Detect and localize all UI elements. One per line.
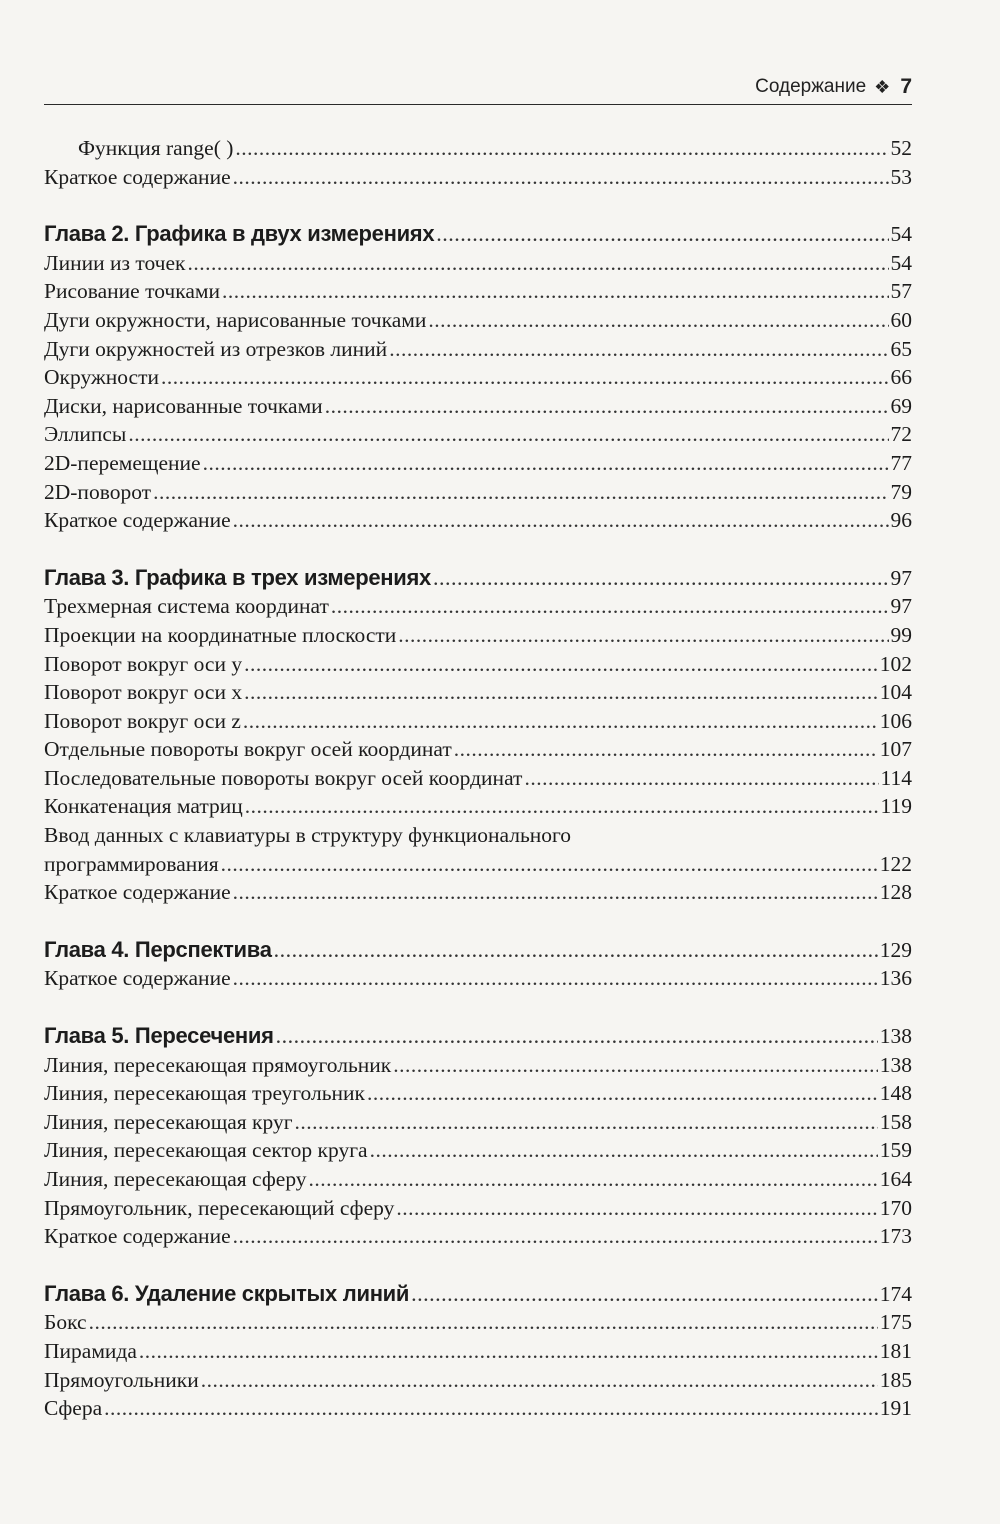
dot-leader xyxy=(221,850,878,879)
toc-entry xyxy=(44,249,912,278)
toc-page-number: 136 xyxy=(879,966,912,991)
dot-leader xyxy=(276,1022,878,1051)
toc-chapter-heading xyxy=(44,1022,912,1051)
toc-page-number: 52 xyxy=(890,136,912,160)
toc-entry-title: Пирамида xyxy=(44,1338,137,1363)
dot-leader xyxy=(233,506,889,535)
toc-page-number: 138 xyxy=(879,1052,912,1077)
dot-leader xyxy=(389,335,888,364)
toc-page-number: 174 xyxy=(879,1281,912,1306)
chapter-title: Глава 3. Графика в трех измерениях xyxy=(44,564,431,590)
toc-entry-title: Рисование точками xyxy=(44,279,220,304)
toc-entry xyxy=(44,707,912,736)
chapter-gap xyxy=(44,535,912,564)
toc-entry xyxy=(44,878,912,907)
toc-page-number: 53 xyxy=(890,164,912,189)
toc-page-number: 54 xyxy=(890,250,912,275)
toc-entry-title: Ввод данных с клавиатуры в структуру функционального xyxy=(44,823,572,848)
toc-entry xyxy=(44,735,912,764)
toc-entry xyxy=(44,621,912,650)
toc-page-number: 97 xyxy=(890,565,912,590)
dot-leader xyxy=(393,1051,878,1080)
toc-entry-title: Дуги окружностей из отрезков линий xyxy=(44,336,388,361)
toc-entry xyxy=(44,678,912,707)
dot-leader xyxy=(245,792,879,821)
toc-page-number: 128 xyxy=(879,880,912,905)
toc-page-number: 170 xyxy=(879,1195,912,1220)
toc-page-number: 107 xyxy=(879,737,912,762)
toc-entry xyxy=(44,650,912,679)
toc-entry-title: Проекции на координатные плоскости xyxy=(44,622,397,647)
toc-page-number: 79 xyxy=(890,479,912,504)
toc-page-number: 60 xyxy=(890,307,912,332)
toc-page-number: 102 xyxy=(879,651,912,676)
toc-entry xyxy=(44,1222,912,1251)
toc-page-number: 54 xyxy=(890,222,912,247)
toc-entry-title: Диски, нарисованные точками xyxy=(44,393,323,418)
toc-entry xyxy=(44,792,912,821)
toc-page-number: 69 xyxy=(890,393,912,418)
toc-entry xyxy=(44,335,912,364)
toc-page-number: 114 xyxy=(880,765,912,790)
toc-entry xyxy=(44,420,912,449)
ornament-icon: ❖ xyxy=(874,76,891,97)
header-section-title: Содержание xyxy=(755,76,867,97)
chapter-gap xyxy=(44,191,912,220)
toc-entry-title: 2D-поворот xyxy=(44,479,152,504)
toc-page-number: 129 xyxy=(879,937,912,962)
toc-page-number: 99 xyxy=(890,622,912,647)
toc-page-number: 181 xyxy=(879,1338,912,1363)
toc-entry xyxy=(44,506,912,535)
toc-entry xyxy=(44,592,912,621)
dot-leader xyxy=(436,220,888,249)
toc-entry-title: Краткое содержание xyxy=(44,164,231,189)
toc-entry-title: Поворот вокруг оси x xyxy=(44,680,243,705)
toc-page-number: 57 xyxy=(890,279,912,304)
toc-entry xyxy=(44,1136,912,1165)
dot-leader xyxy=(411,1280,878,1309)
toc-entry-title: 2D-перемещение xyxy=(44,450,201,475)
chapter-gap xyxy=(44,993,912,1022)
dot-leader xyxy=(396,1194,877,1223)
dot-leader xyxy=(244,678,878,707)
toc-entry-title: Краткое содержание xyxy=(44,880,231,905)
dot-leader xyxy=(325,392,889,421)
chapter-gap xyxy=(44,1251,912,1280)
dot-leader xyxy=(201,1366,878,1395)
toc-entry-title: Линия, пересекающая сектор круга xyxy=(44,1138,368,1163)
running-header xyxy=(44,70,912,105)
dot-leader xyxy=(428,306,888,335)
chapter-title: Глава 5. Пересечения xyxy=(44,1023,274,1049)
toc-entry xyxy=(44,1079,912,1108)
toc-page-number: 191 xyxy=(879,1396,912,1421)
dot-leader xyxy=(161,363,889,392)
toc-page-number: 185 xyxy=(879,1367,912,1392)
dot-leader xyxy=(104,1394,878,1423)
toc-page-number: 159 xyxy=(879,1138,912,1163)
toc-entry-title: Линия, пересекающая прямоугольник xyxy=(44,1052,392,1077)
chapter-title: Глава 6. Удаление скрытых линий xyxy=(44,1280,410,1306)
toc-page-number: 138 xyxy=(879,1024,912,1049)
toc-entry xyxy=(44,1165,912,1194)
toc-page-number: 148 xyxy=(879,1081,912,1106)
toc-page-number: 158 xyxy=(879,1109,912,1134)
toc-entry xyxy=(44,134,912,163)
dot-leader xyxy=(203,449,889,478)
dot-leader xyxy=(235,134,888,163)
toc-entry-title: Линия, пересекающая сферу xyxy=(44,1167,307,1191)
toc-chapter-heading xyxy=(44,1280,912,1309)
toc-entry xyxy=(44,392,912,421)
toc-entry-title: Линии из точек xyxy=(44,250,186,275)
dot-leader xyxy=(244,650,878,679)
dot-leader xyxy=(233,1222,878,1251)
toc-entry-title: Краткое содержание xyxy=(44,1224,231,1249)
toc-entry-title: Линия, пересекающая треугольник xyxy=(44,1081,365,1106)
toc-entry-title: Функция range( ) xyxy=(78,136,234,160)
toc-entry xyxy=(44,964,912,993)
toc-entry xyxy=(44,363,912,392)
toc-entry-title: Отдельные повороты вокруг осей координат xyxy=(44,737,452,762)
toc-entry-title: Окружности xyxy=(44,365,159,390)
toc-entry xyxy=(44,478,912,507)
dot-leader xyxy=(370,1136,878,1165)
dot-leader xyxy=(233,163,889,192)
toc-page-number: 119 xyxy=(880,794,912,819)
toc-entry xyxy=(44,163,912,192)
chapter-gap xyxy=(44,907,912,936)
toc-page-number: 97 xyxy=(890,594,912,619)
dot-leader xyxy=(524,764,878,793)
header-page-number: 7 xyxy=(900,75,912,98)
dot-leader xyxy=(187,249,888,278)
toc-entry-title: Краткое содержание xyxy=(44,966,231,991)
toc-page-number: 175 xyxy=(879,1310,912,1335)
toc-page-number: 72 xyxy=(890,422,912,447)
toc-entry-title: Прямоугольники xyxy=(44,1367,199,1392)
toc-entry xyxy=(44,764,912,793)
toc-entry-title: Бокс xyxy=(44,1310,87,1335)
toc-entry xyxy=(44,1194,912,1223)
toc-chapter-heading xyxy=(44,564,912,593)
dot-leader xyxy=(295,1108,878,1137)
dot-leader xyxy=(274,936,878,965)
toc-entry-title: Конкатенация матриц xyxy=(44,794,243,819)
toc-entry-title: Краткое содержание xyxy=(44,508,231,533)
toc-page-number: 122 xyxy=(879,851,912,876)
chapter-title: Глава 4. Перспектива xyxy=(44,936,272,962)
toc-page-number: 77 xyxy=(890,450,912,475)
toc-page-number: 173 xyxy=(879,1224,912,1249)
toc-entry xyxy=(44,1051,912,1080)
toc-entry-title: Трехмерная система координат xyxy=(44,594,329,619)
dot-leader xyxy=(398,621,888,650)
toc-entry-title: Эллипсы xyxy=(44,422,127,447)
toc-entry-first-line xyxy=(44,821,912,850)
toc-entry-title: Поворот вокруг оси z xyxy=(44,708,241,733)
toc-page-number: 66 xyxy=(890,365,912,390)
toc-entry xyxy=(44,1337,912,1366)
chapter-title: Глава 2. Графика в двух измерениях xyxy=(44,221,435,247)
toc-entry-title: Сфера xyxy=(44,1396,103,1421)
toc-entry xyxy=(44,1308,912,1337)
toc-page-number: 164 xyxy=(879,1167,912,1191)
toc-page-number: 65 xyxy=(890,336,912,361)
toc-page-number: 106 xyxy=(879,708,912,733)
toc-entry-title: Прямоугольник, пересекающий сферу xyxy=(44,1195,395,1220)
dot-leader xyxy=(243,707,878,736)
dot-leader xyxy=(89,1308,878,1337)
dot-leader xyxy=(309,1165,878,1194)
toc-entry xyxy=(44,1366,912,1395)
table-of-contents xyxy=(44,134,912,1423)
dot-leader xyxy=(233,878,878,907)
toc-entry-title: программирования xyxy=(44,851,219,876)
toc-entry-title: Дуги окружности, нарисованные точками xyxy=(44,307,427,332)
toc-entry xyxy=(44,277,912,306)
dot-leader xyxy=(454,735,878,764)
dot-leader xyxy=(153,478,888,507)
toc-entry-title: Последовательные повороты вокруг осей координат xyxy=(44,765,523,790)
dot-leader xyxy=(233,964,878,993)
toc-page-number: 104 xyxy=(879,680,912,705)
dot-leader xyxy=(367,1079,878,1108)
toc-entry-title: Линия, пересекающая круг xyxy=(44,1109,293,1134)
dot-leader xyxy=(139,1337,878,1366)
dot-leader xyxy=(128,420,888,449)
toc-entry xyxy=(44,306,912,335)
toc-chapter-heading xyxy=(44,220,912,249)
dot-leader xyxy=(222,277,889,306)
toc-page-number: 96 xyxy=(890,508,912,533)
toc-entry-title: Поворот вокруг оси y xyxy=(44,651,243,676)
dot-leader xyxy=(433,564,889,593)
toc-entry xyxy=(44,850,912,879)
toc-entry xyxy=(44,449,912,478)
dot-leader xyxy=(331,592,889,621)
toc-chapter-heading xyxy=(44,936,912,965)
toc-entry xyxy=(44,1394,912,1423)
toc-entry xyxy=(44,1108,912,1137)
